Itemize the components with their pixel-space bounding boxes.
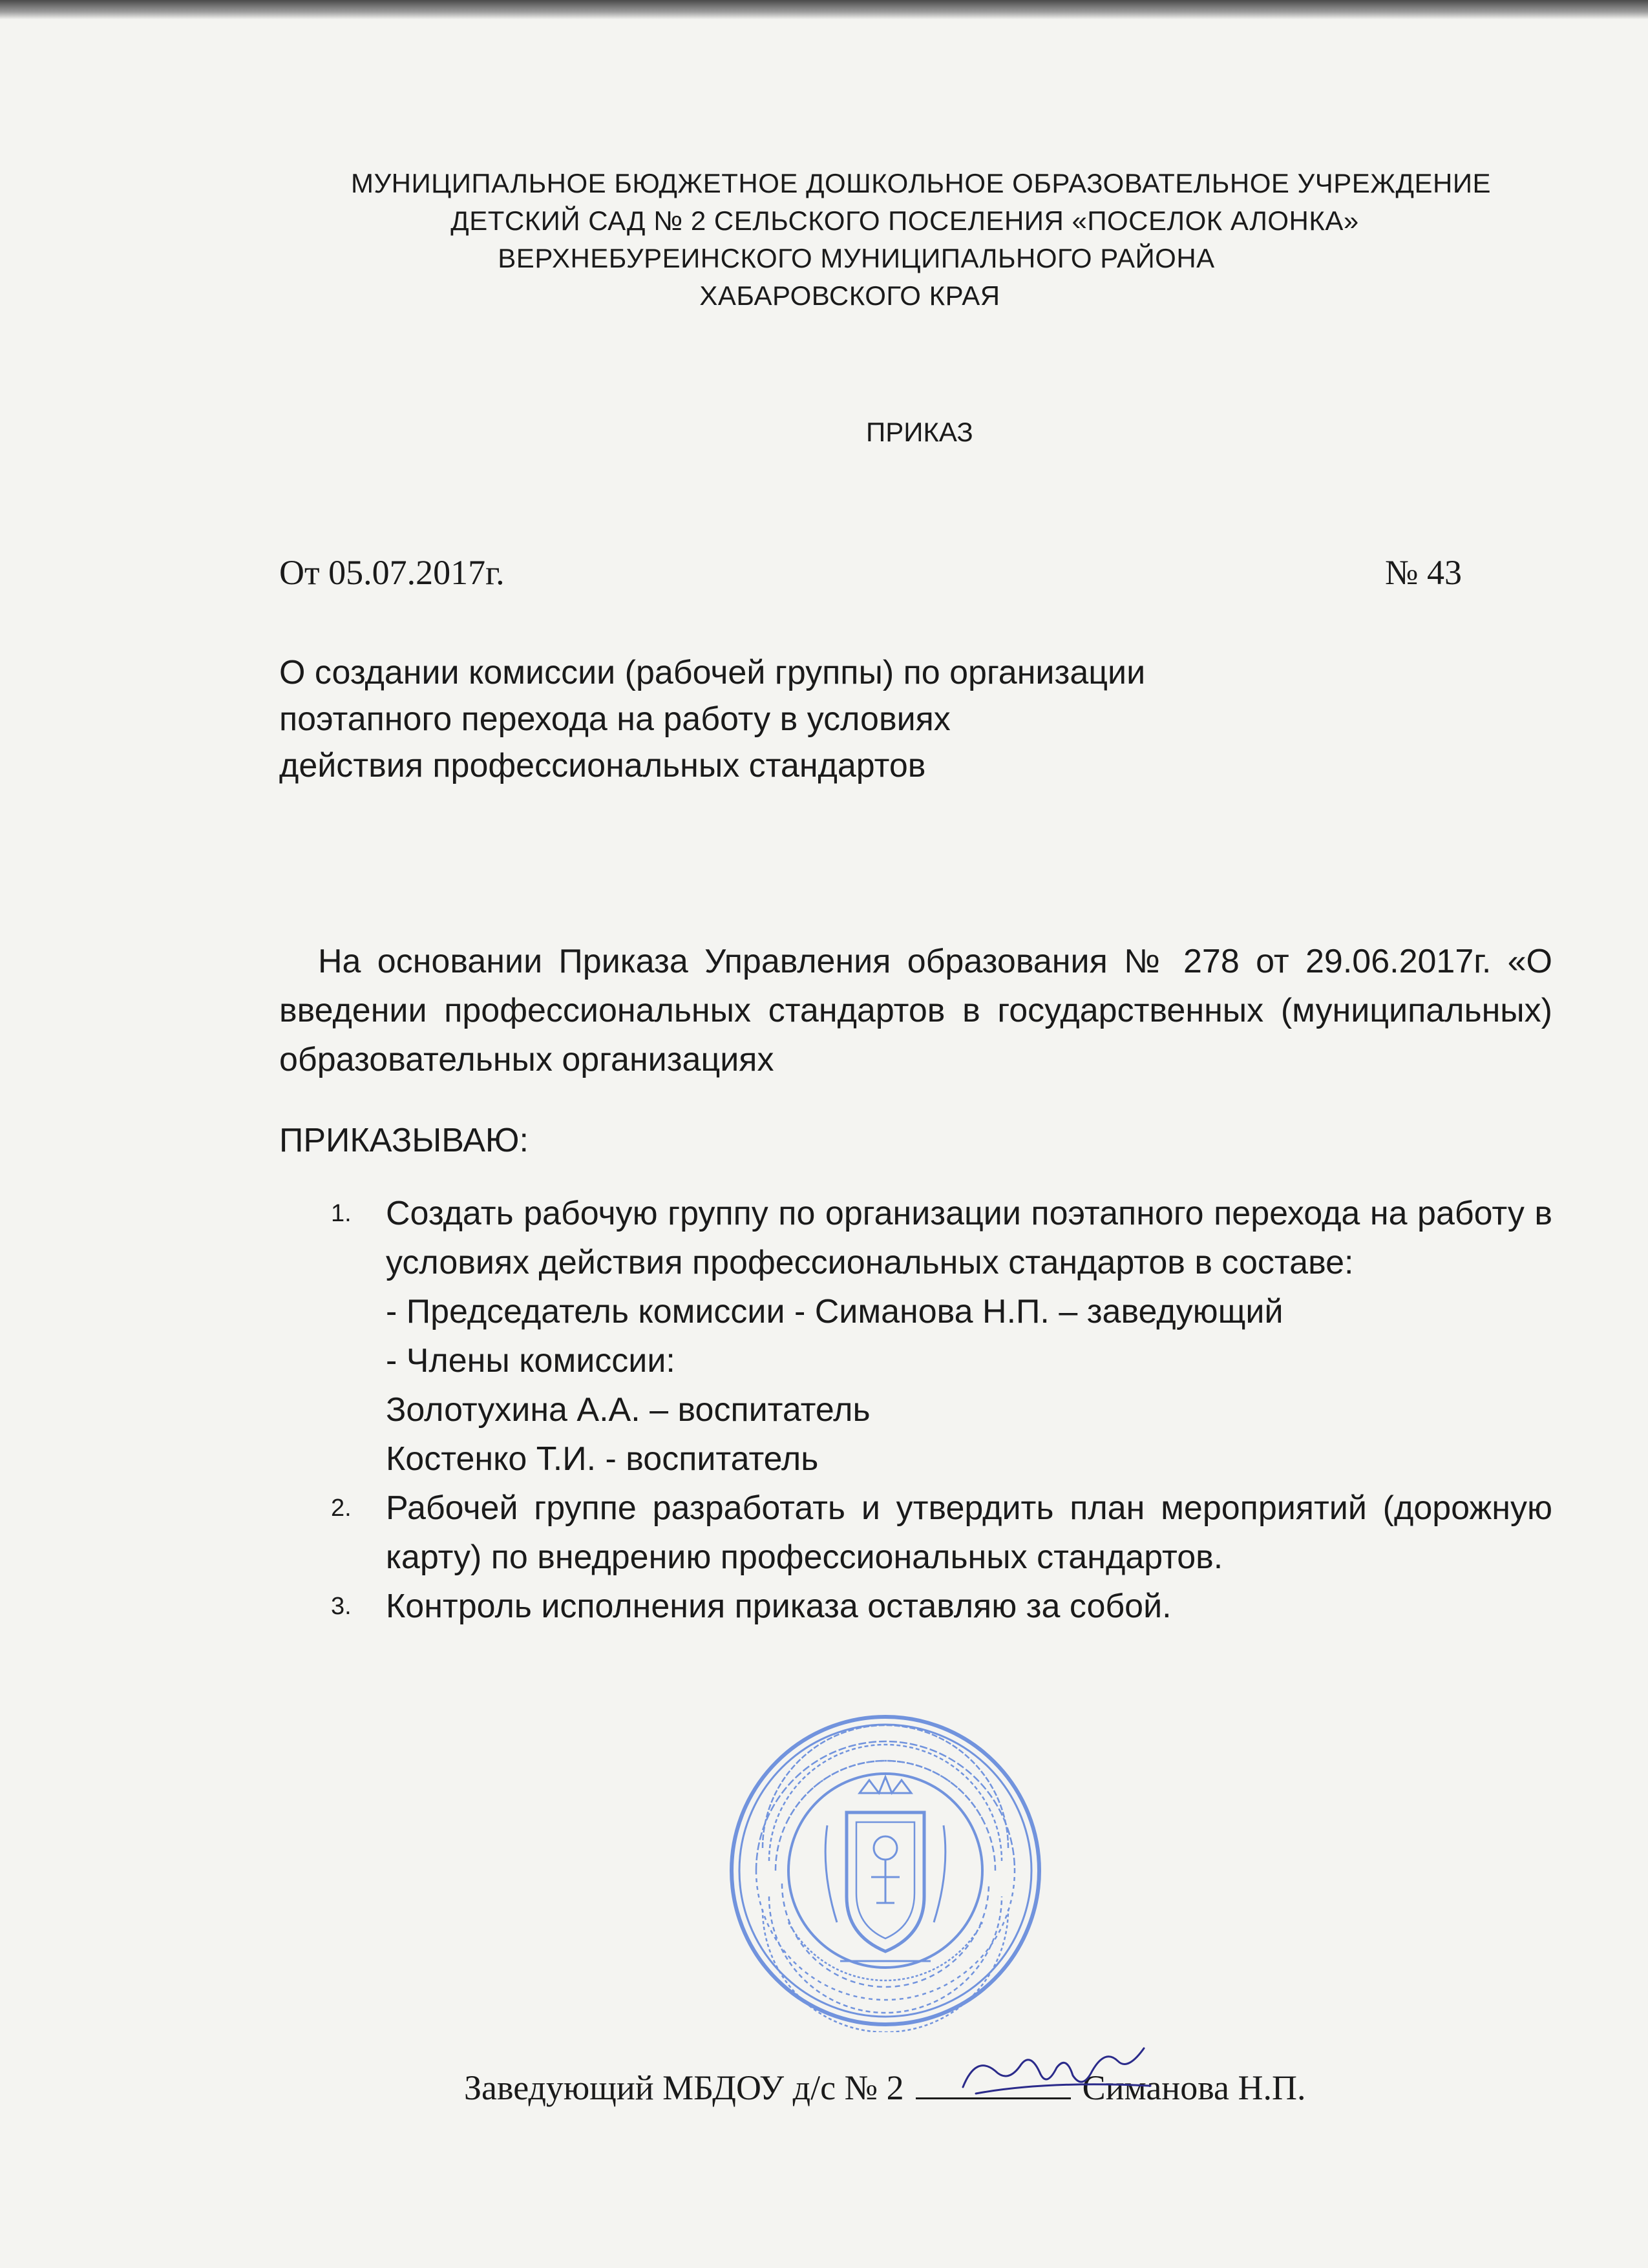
item-text: Рабочей группе разработать и утвердить план мероприятий (дорожную карту) по внедрению профессиональных стандартов. <box>386 1489 1552 1576</box>
header-line-4: ХАБАРОВСКОГО КРАЯ <box>699 280 1000 311</box>
item-subline: - Члены комиссии: <box>386 1342 675 1380</box>
basis-paragraph: На основании Приказа Управления образования № 278 от 29.06.2017г. «О введении профессиональных стандартов в государственных (муниципальных) образовательных организациях <box>279 943 1552 1078</box>
subject-line-1: О создании комиссии (рабочей группы) по организации <box>279 654 1146 691</box>
handwritten-signature <box>950 2035 1163 2106</box>
signatory-name: Симанова Н.П. <box>1082 2068 1306 2107</box>
order-item-1 <box>279 1189 1552 1484</box>
header-line-1: МУНИЦИПАЛЬНОЕ БЮДЖЕТНОЕ ДОШКОЛЬНОЕ ОБРАЗОВАТЕЛЬНОЕ УЧРЕЖДЕНИЕ <box>350 168 1492 198</box>
order-item-3 <box>279 1582 1552 1631</box>
signatory-position: Заведующий МБДОУ д/с № 2 <box>464 2068 904 2107</box>
document-date: От 05.07.2017г. <box>279 553 505 592</box>
subject-line-2: поэтапного перехода на работу в условиях <box>279 700 951 738</box>
item-subline: - Председатель комиссии - Симанова Н.П. – заведующий <box>386 1293 1284 1330</box>
document-number: № 43 <box>1384 553 1462 592</box>
subject-line-3: действия профессиональных стандартов <box>279 747 926 784</box>
item-subline: Костенко Т.И. - воспитатель <box>386 1440 819 1478</box>
document-subject <box>279 649 1145 789</box>
order-item-2 <box>279 1484 1552 1582</box>
header-line-3: ВЕРХНЕБУРЕИНСКОГО МУНИЦИПАЛЬНОГО РАЙОНА <box>498 243 1215 273</box>
item-number: 2. <box>331 1495 352 1522</box>
item-text: Создать рабочую группу по организации поэтапного перехода на работу в условиях действия профессиональных стандартов в составе: <box>386 1195 1552 1281</box>
signature-row <box>464 2068 1305 2108</box>
document-type: ПРИКАЗ <box>866 417 973 447</box>
order-items <box>279 1189 1552 1631</box>
order-word: ПРИКАЗЫВАЮ: <box>279 1122 529 1159</box>
item-number: 3. <box>331 1593 352 1620</box>
item-text: Контроль исполнения приказа оставляю за собой. <box>386 1588 1172 1625</box>
official-seal-stamp <box>724 1709 1047 2032</box>
item-number: 1. <box>331 1200 352 1227</box>
item-subline: Золотухина А.А. – воспитатель <box>386 1391 871 1429</box>
organization-header <box>0 165 1648 315</box>
header-line-2: ДЕТСКИЙ САД № 2 СЕЛЬСКОГО ПОСЕЛЕНИЯ «ПОСЕЛОК АЛОНКА» <box>450 205 1359 236</box>
